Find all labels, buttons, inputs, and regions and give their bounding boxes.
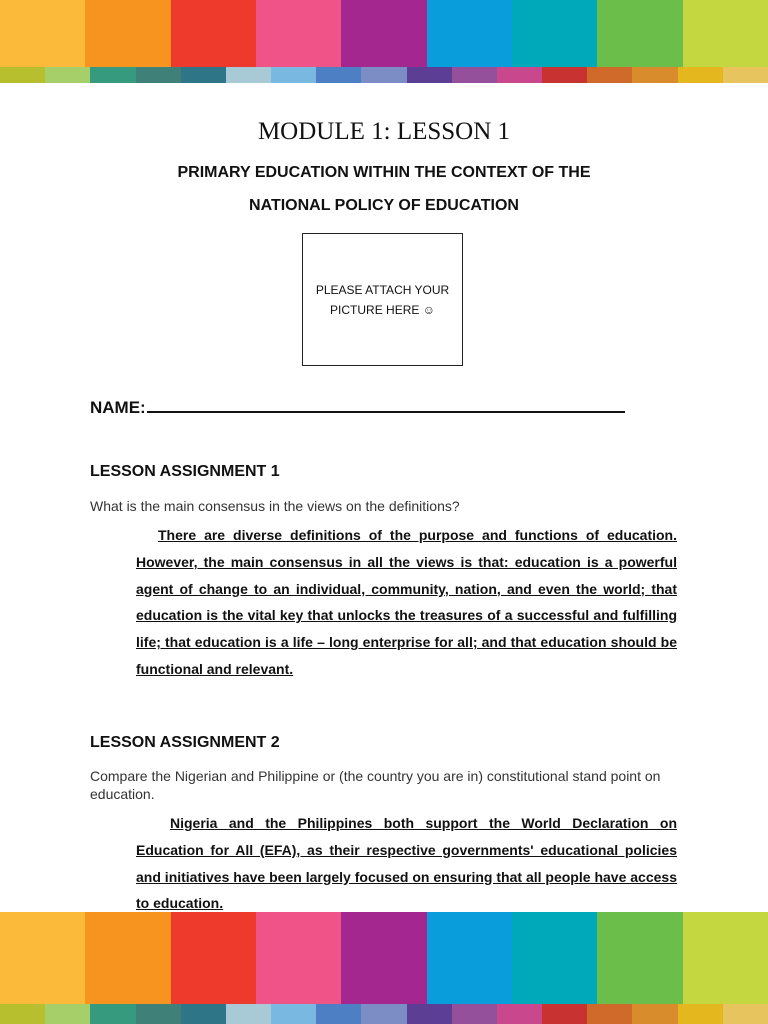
- page-title: MODULE 1: LESSON 1: [257, 118, 511, 145]
- top-banner-block-1: [0, 0, 85, 67]
- bottom-strip-block-15: [632, 1004, 677, 1024]
- assignment-2-answer: Nigeria and the Philippines both support the World Declaration on Education for All (EFA), as their respective governments' educational policies and initiatives have been largely focused on ensuring that all people have access to education.: [136, 815, 677, 912]
- bottom-banner-block-4: [256, 912, 341, 1004]
- bottom-color-banner: [0, 912, 768, 1004]
- bottom-banner-block-8: [597, 912, 682, 1004]
- top-strip-block-12: [497, 67, 542, 83]
- top-banner-block-3: [171, 0, 256, 67]
- top-banner-block-7: [512, 0, 597, 67]
- top-strip-block-17: [723, 67, 768, 83]
- assignment-1-question: What is the main consensus in the views on the definitions?: [90, 498, 460, 514]
- assignment-2-heading: LESSON ASSIGNMENT 2: [90, 734, 280, 751]
- top-color-banner: [0, 0, 768, 67]
- top-strip-block-15: [632, 67, 677, 83]
- bottom-strip-block-11: [452, 1004, 497, 1024]
- bottom-strip-block-9: [361, 1004, 406, 1024]
- top-strip-block-9: [361, 67, 406, 83]
- bottom-strip-block-7: [271, 1004, 316, 1024]
- top-strip-block-1: [0, 67, 45, 83]
- subtitle-line-1: PRIMARY EDUCATION WITHIN THE CONTEXT OF THE: [177, 164, 591, 181]
- bottom-strip-block-17: [723, 1004, 768, 1024]
- bottom-banner-block-2: [85, 912, 170, 1004]
- bottom-strip-block-1: [0, 1004, 45, 1024]
- subtitle-line-2: NATIONAL POLICY OF EDUCATION: [249, 197, 519, 214]
- top-banner-block-8: [597, 0, 682, 67]
- bottom-strip-block-14: [587, 1004, 632, 1024]
- bottom-banner-block-7: [512, 912, 597, 1004]
- top-strip-block-4: [136, 67, 181, 83]
- assignment-1-answer: There are diverse definitions of the purpose and functions of education. However, the main consensus in all the views is that: education is a powerful agent of change to an individual, community, nation, and even the world; that education is the vital key that unlocks the treasures of a successful and fulfilling life; that education is a life – long enterprise for all; and that education should be functional and relevant.: [136, 527, 677, 677]
- top-banner-block-9: [683, 0, 768, 67]
- bottom-banner-block-9: [683, 912, 768, 1004]
- bottom-strip-block-8: [316, 1004, 361, 1024]
- top-strip-block-8: [316, 67, 361, 83]
- top-strip-block-2: [45, 67, 90, 83]
- bottom-banner-block-6: [427, 912, 512, 1004]
- assignment-2-question: Compare the Nigerian and Philippine or (the country you are in) constitutional stand point on education.: [90, 768, 661, 802]
- name-blank-line[interactable]: [147, 396, 625, 413]
- top-strip-block-7: [271, 67, 316, 83]
- bottom-strip-block-3: [90, 1004, 135, 1024]
- picture-placeholder-text: PLEASE ATTACH YOUR PICTURE HERE ☺: [315, 282, 450, 317]
- top-strip-block-11: [452, 67, 497, 83]
- bottom-banner-block-1: [0, 912, 85, 1004]
- name-field[interactable]: [90, 396, 625, 418]
- bottom-color-strip: [0, 1004, 768, 1024]
- top-color-strip: [0, 67, 768, 83]
- top-strip-block-5: [181, 67, 226, 83]
- bottom-strip-block-5: [181, 1004, 226, 1024]
- top-strip-block-13: [542, 67, 587, 83]
- bottom-strip-block-16: [678, 1004, 723, 1024]
- top-strip-block-6: [226, 67, 271, 83]
- top-strip-block-3: [90, 67, 135, 83]
- picture-placeholder-box[interactable]: [302, 233, 463, 366]
- assignment-1-heading: LESSON ASSIGNMENT 1: [90, 463, 280, 480]
- bottom-strip-block-6: [226, 1004, 271, 1024]
- name-label: NAME:: [90, 398, 146, 417]
- bottom-banner-block-5: [341, 912, 426, 1004]
- bottom-strip-block-12: [497, 1004, 542, 1024]
- top-banner-block-2: [85, 0, 170, 67]
- top-banner-block-5: [341, 0, 426, 67]
- top-banner-block-6: [427, 0, 512, 67]
- top-strip-block-16: [678, 67, 723, 83]
- bottom-banner-block-3: [171, 912, 256, 1004]
- top-strip-block-10: [407, 67, 452, 83]
- top-strip-block-14: [587, 67, 632, 83]
- bottom-strip-block-13: [542, 1004, 587, 1024]
- bottom-strip-block-10: [407, 1004, 452, 1024]
- bottom-strip-block-2: [45, 1004, 90, 1024]
- top-banner-block-4: [256, 0, 341, 67]
- bottom-strip-block-4: [136, 1004, 181, 1024]
